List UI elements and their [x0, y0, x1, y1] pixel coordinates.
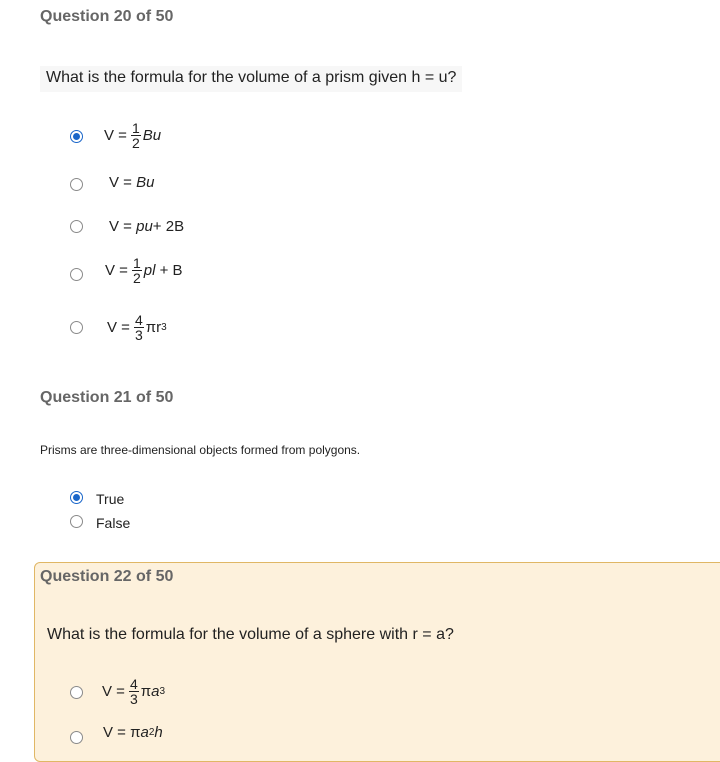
- question-22-title: Question 22 of 50: [40, 568, 174, 585]
- q20-option-2-radio[interactable]: [70, 178, 83, 191]
- q20-option-1-radio[interactable]: [70, 130, 83, 143]
- question-21-title: Question 21 of 50: [40, 389, 174, 406]
- q20-option-4-label[interactable]: V = $\frac{1}{2}$ pl + B: [105, 255, 183, 286]
- q20-option-3-radio[interactable]: [70, 220, 83, 233]
- q21-false-label[interactable]: False: [96, 515, 131, 531]
- q22-option-1-radio[interactable]: [70, 686, 83, 699]
- q22-option-1-label[interactable]: V = $\frac{4}{3}$ π a 3: [102, 676, 165, 707]
- q21-true-label[interactable]: True: [96, 491, 125, 507]
- question-20-title: Question 20 of 50: [40, 8, 174, 25]
- q21-false-radio[interactable]: [70, 515, 83, 528]
- q22-option-2-label[interactable]: V = π a 2 h: [103, 724, 163, 741]
- q20-option-5-radio[interactable]: [70, 321, 83, 334]
- question-22-text: What is the formula for the volume of a sphere with r = a?: [47, 626, 454, 643]
- q20-option-1-label[interactable]: V = $\frac{1}{2}$ Bu: [104, 120, 162, 151]
- q20-option-5-label[interactable]: V = $\frac{4}{3}$ πr 3: [107, 312, 167, 343]
- q20-option-4-radio[interactable]: [70, 268, 83, 281]
- q20-option-3-label[interactable]: V = pu + 2B: [109, 218, 185, 235]
- q21-true-radio[interactable]: [70, 491, 83, 504]
- q22-option-2-radio[interactable]: [70, 731, 83, 744]
- q20-option-2-label[interactable]: V = Bu: [109, 174, 155, 191]
- question-20-text: What is the formula for the volume of a prism given h = u?: [40, 66, 462, 92]
- question-21-text: Prisms are three-dimensional objects formed from polygons.: [40, 443, 361, 457]
